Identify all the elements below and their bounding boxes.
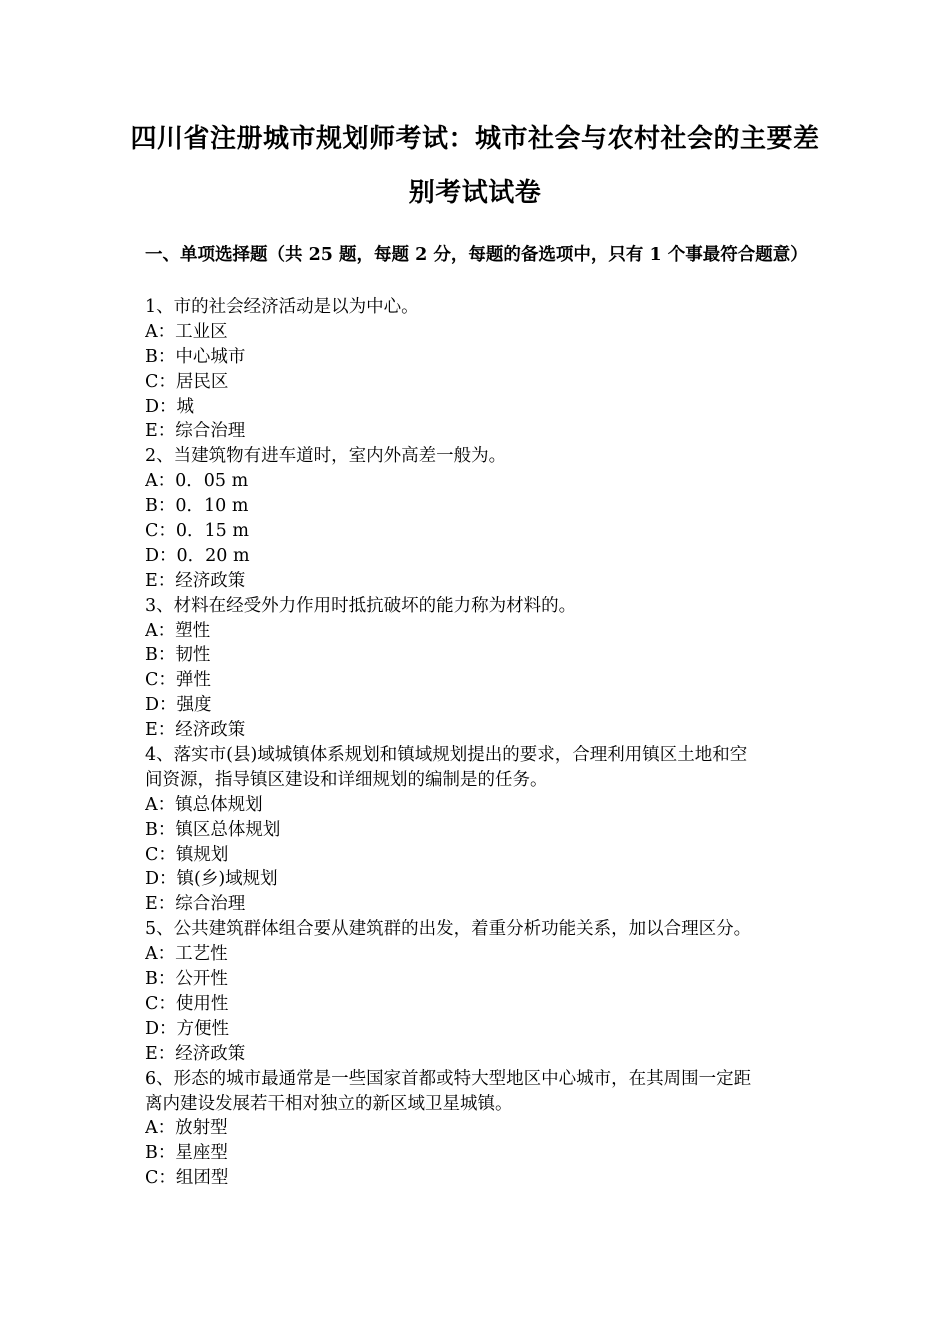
- option-line: B：韧性: [145, 645, 211, 666]
- option-line: B：星座型: [145, 1143, 228, 1164]
- question-line: 5、公共建筑群体组合要从建筑群的出发，着重分析功能关系，加以合理区分。: [145, 919, 752, 940]
- option-line: A：0．05 m: [145, 471, 249, 492]
- option-line: D：镇(乡)域规划: [145, 869, 278, 890]
- option-line: A：放射型: [145, 1118, 228, 1139]
- document-title: [120, 112, 830, 220]
- option-line: C：镇规划: [145, 844, 229, 865]
- option-line: C：组团型: [145, 1168, 229, 1189]
- option-line: B：中心城市: [145, 346, 246, 367]
- option-line: E：经济政策: [145, 720, 246, 741]
- option-line: C：弹性: [145, 670, 211, 691]
- option-line: D：方便性: [145, 1018, 230, 1039]
- question-line: 2、当建筑物有进车道时，室内外高差一般为。: [145, 446, 507, 467]
- option-line: D：强度: [145, 695, 212, 716]
- option-line: A：塑性: [145, 620, 211, 641]
- question-list: [145, 295, 813, 1191]
- question-line: 4、落实市(县)域城镇体系规划和镇域规划提出的要求，合理利用镇区土地和空: [145, 745, 748, 766]
- option-line: E：经济政策: [145, 1043, 246, 1064]
- option-line: E：综合治理: [145, 421, 246, 442]
- question-line: 6、形态的城市最通常是一些国家首都或特大型地区中心城市，在其周围一定距: [145, 1068, 752, 1089]
- question-line: 3、材料在经受外力作用时抵抗破坏的能力称为材料的。: [145, 595, 577, 616]
- section-heading: 一、单项选择题（共 25 题，每题 2 分，每题的备选项中，只有 1 个事最符合题意）: [145, 245, 808, 265]
- option-line: D：0．20 m: [145, 545, 250, 566]
- option-line: C：0．15 m: [145, 521, 249, 542]
- question-line: 1、市的社会经济活动是以为中心。: [145, 297, 419, 317]
- option-line: A：工业区: [145, 321, 228, 342]
- option-line: A：工艺性: [145, 944, 228, 965]
- option-line: E：综合治理: [145, 894, 246, 915]
- option-line: B：0．10 m: [145, 496, 249, 517]
- option-line: A：镇总体规划: [145, 794, 263, 815]
- option-line: B：公开性: [145, 969, 228, 990]
- question-line: 间资源，指导镇区建设和详细规划的编制是的任务。: [145, 769, 548, 790]
- option-line: B：镇区总体规划: [145, 819, 281, 840]
- option-line: C：居民区: [145, 371, 229, 392]
- title-line-1: 四川省注册城市规划师考试：城市社会与农村社会的主要差: [130, 124, 820, 154]
- option-line: C：使用性: [145, 993, 229, 1014]
- title-line-2: 别考试试卷: [408, 178, 542, 208]
- question-line: 离内建设发展若干相对独立的新区域卫星城镇。: [145, 1093, 513, 1114]
- option-line: D：城: [145, 396, 195, 417]
- option-line: E：经济政策: [145, 570, 246, 591]
